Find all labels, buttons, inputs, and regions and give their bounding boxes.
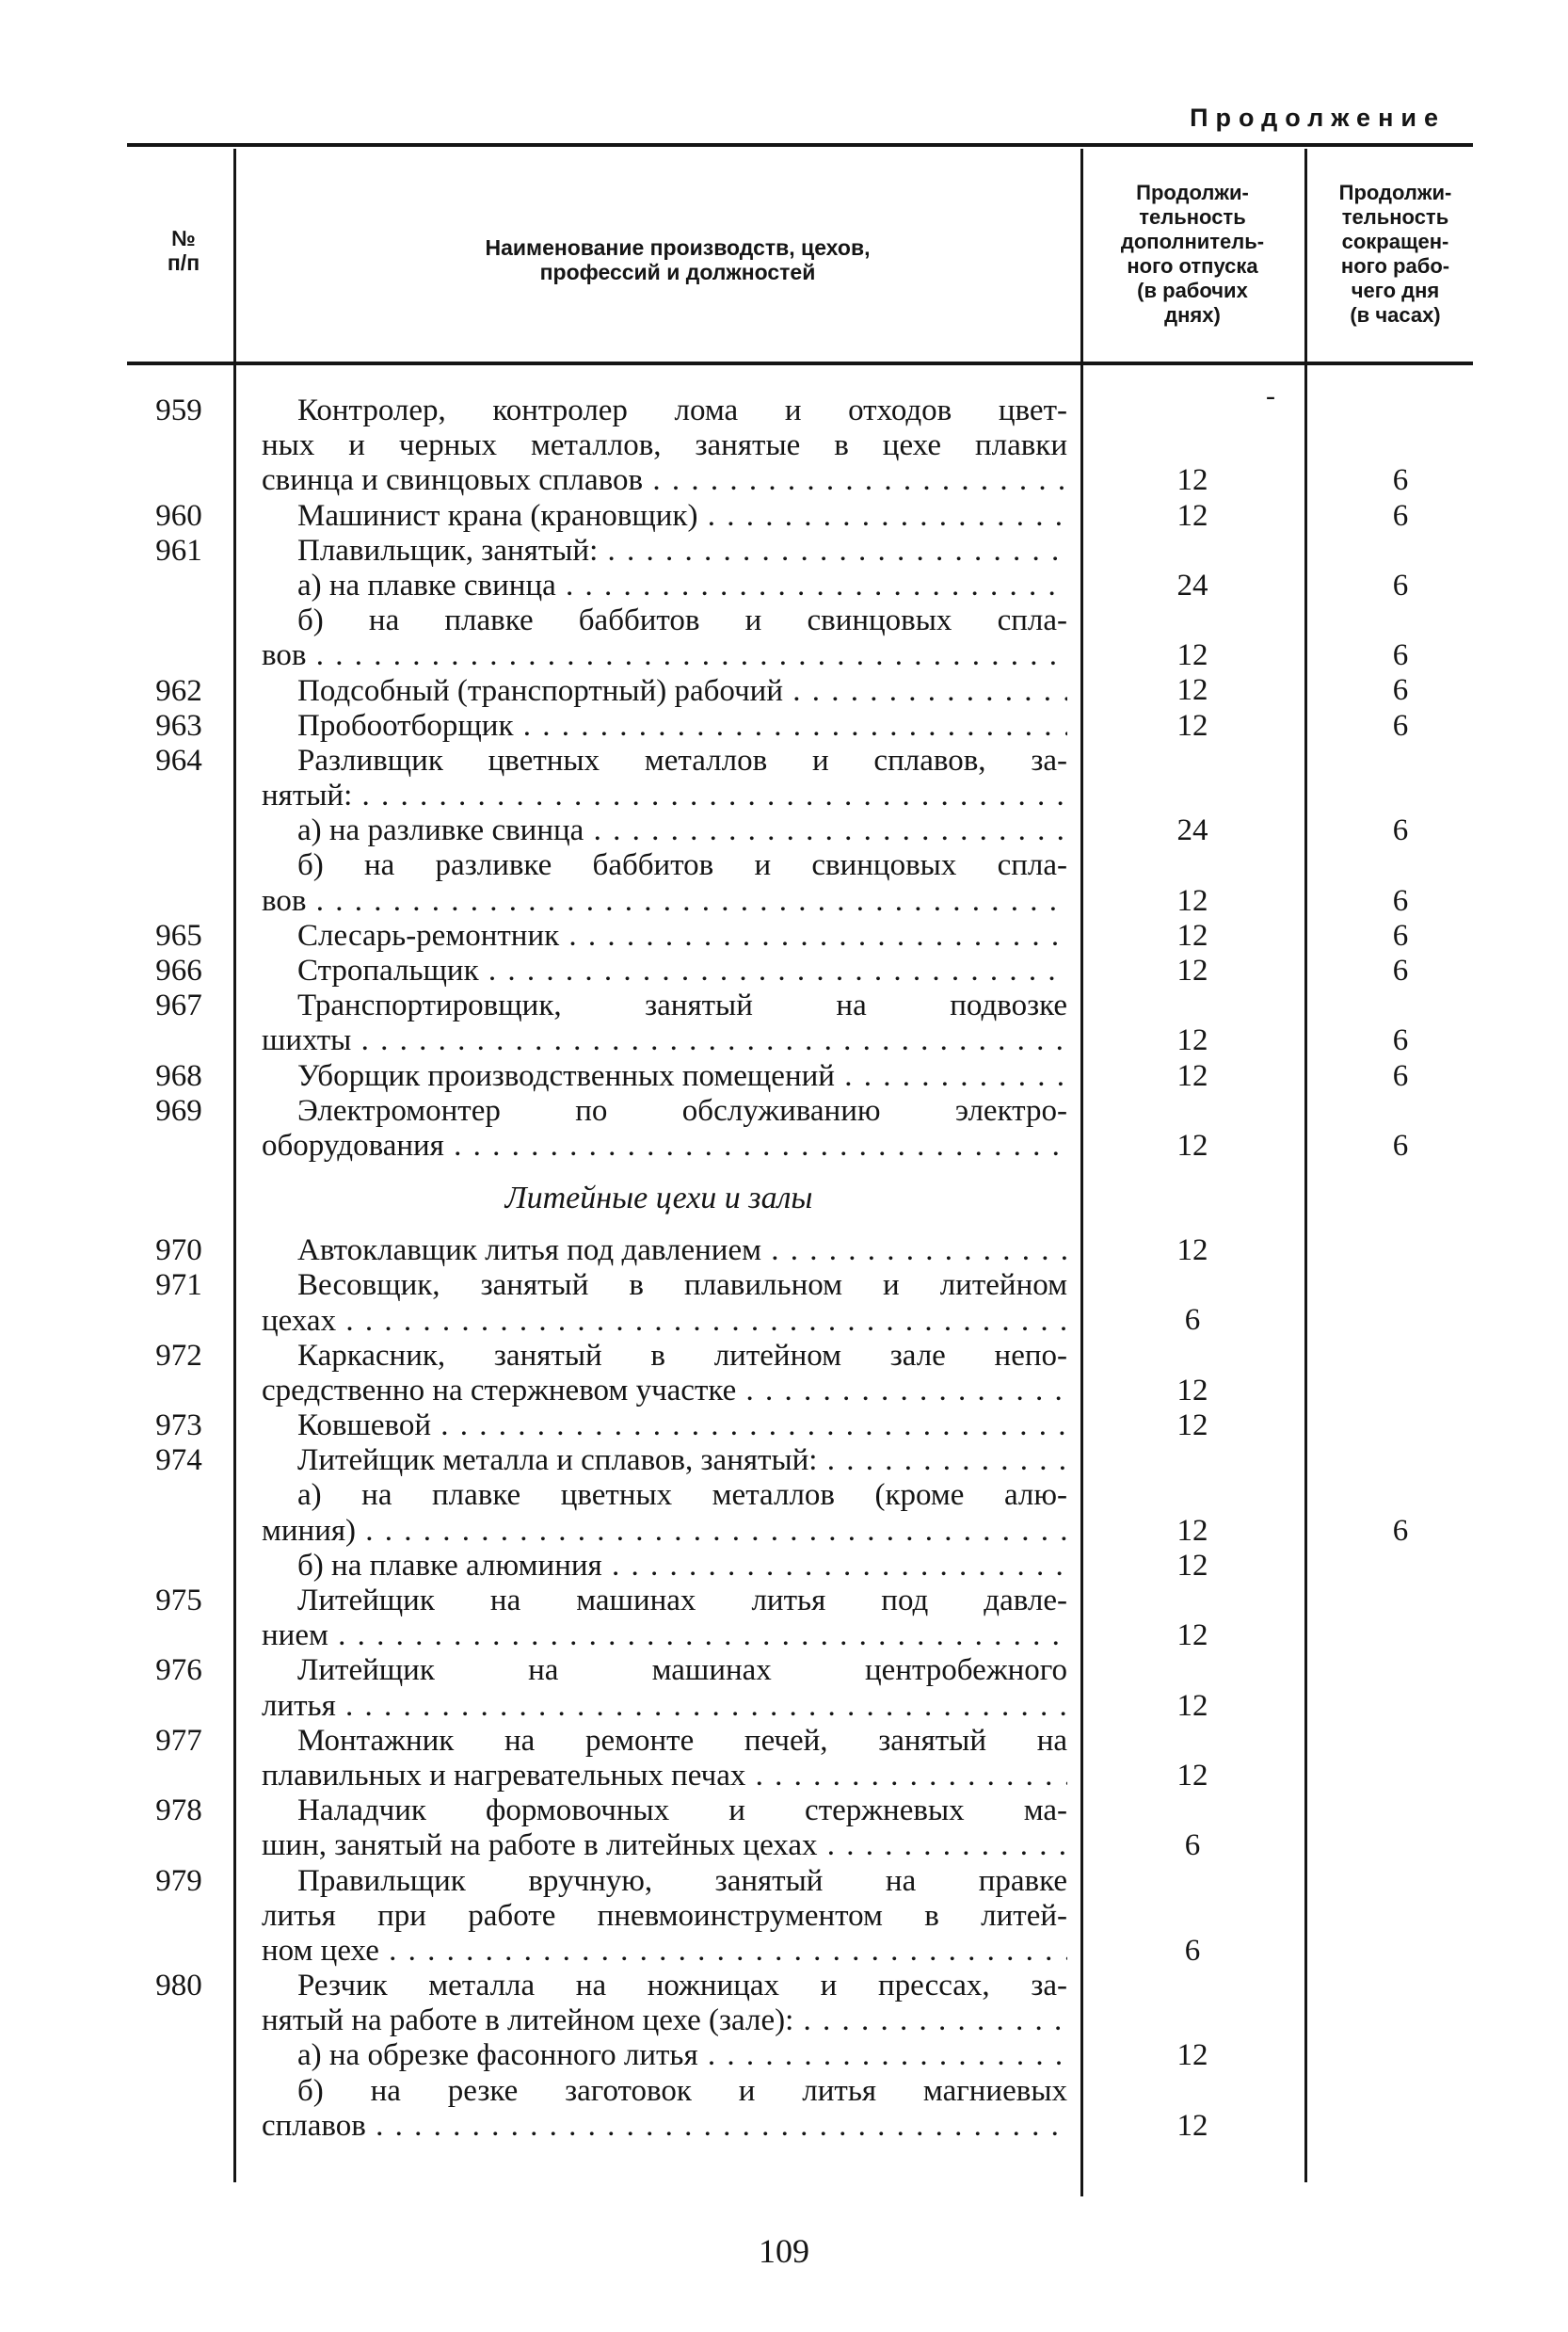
section-heading: Литейные цехи и залы xyxy=(504,1181,813,1216)
row-occupation xyxy=(262,813,1067,848)
occupation-line: нятый на работе в литейном цехе (зале): . . . xyxy=(262,2003,1067,2038)
row-occupation xyxy=(262,1443,1067,1478)
leave-days: 24 xyxy=(1176,568,1208,603)
row-number: 979 xyxy=(155,1863,202,1898)
table-row xyxy=(0,1864,1568,1970)
row-number: 969 xyxy=(155,1093,202,1128)
occupation-line: а) на обрезке фасонного литья . . . xyxy=(262,2038,1067,2073)
workday-hours: 6 xyxy=(1392,918,1409,953)
row-occupation xyxy=(262,954,1067,989)
occupation-line: свинца и свинцовых сплавов . . . xyxy=(262,463,1067,498)
leave-days: 12 xyxy=(1176,883,1208,918)
column-header-num: № п/п xyxy=(167,226,200,275)
occupation-line: Электромонтер по обслуживанию электро- xyxy=(297,1093,1067,1128)
occupation-line: сплавов . . . xyxy=(262,2109,1067,2144)
row-number: 971 xyxy=(155,1268,202,1303)
leave-days: 12 xyxy=(1176,918,1208,953)
leave-days: 12 xyxy=(1176,673,1208,708)
row-occupation xyxy=(262,919,1067,954)
row-number: 977 xyxy=(155,1723,202,1758)
row-number: 965 xyxy=(155,918,202,953)
occupation-line: литья при работе пневмоинструментом в литей- xyxy=(262,1898,1067,1933)
occupation-line: миния) . . . xyxy=(262,1514,1067,1549)
table-row xyxy=(0,1339,1568,1408)
row-occupation xyxy=(262,1549,1067,1584)
leave-days: 12 xyxy=(1176,2038,1208,2073)
row-occupation xyxy=(262,1584,1067,1653)
row-occupation xyxy=(262,1339,1067,1408)
workday-hours: 6 xyxy=(1392,673,1409,708)
row-occupation xyxy=(262,1268,1067,1338)
occupation-line: ном цехе . . . xyxy=(262,1934,1067,1969)
workday-hours: 6 xyxy=(1392,463,1409,498)
occupation-line: нятый: . . . xyxy=(262,779,1067,813)
workday-hours: 6 xyxy=(1392,498,1409,533)
workday-hours: 6 xyxy=(1392,1023,1409,1058)
occupation-line: Наладчик формовочных и стержневых ма- xyxy=(297,1793,1067,1828)
occupation-line: Пробоотборщик . . . xyxy=(262,709,1067,744)
row-occupation xyxy=(262,1724,1067,1793)
row-occupation xyxy=(262,1969,1067,2038)
occupation-line: Стропальщик . . . xyxy=(262,954,1067,989)
row-occupation xyxy=(262,2038,1067,2073)
leave-days: 12 xyxy=(1176,1128,1208,1163)
row-number: 973 xyxy=(155,1408,202,1443)
row-occupation xyxy=(262,1793,1067,1863)
row-number: 974 xyxy=(155,1443,202,1478)
occupation-line: б) на плавке алюминия . . . xyxy=(262,1549,1067,1584)
row-occupation xyxy=(262,499,1067,534)
row-occupation xyxy=(262,674,1067,709)
leave-days: 12 xyxy=(1176,1023,1208,1058)
row-number: 968 xyxy=(155,1058,202,1093)
row-number: 960 xyxy=(155,498,202,533)
leave-days: 12 xyxy=(1176,638,1208,673)
row-occupation xyxy=(262,1094,1067,1164)
occupation-line: Ковшевой . . . xyxy=(262,1408,1067,1443)
leave-days: 12 xyxy=(1176,1688,1208,1723)
row-occupation xyxy=(262,1864,1067,1970)
row-occupation xyxy=(262,603,1067,673)
occupation-line: а) на разливке свинца . . . xyxy=(262,813,1067,848)
occupation-line: а) на плавке свинца . . . xyxy=(262,569,1067,603)
occupation-line: вов . . . xyxy=(262,884,1067,919)
table-row xyxy=(0,1094,1568,1164)
occupation-line: цехах . . . xyxy=(262,1304,1067,1339)
occupation-line: оборудования . . . xyxy=(262,1129,1067,1164)
table-row xyxy=(0,534,1568,569)
row-number: 980 xyxy=(155,1969,202,2003)
table-row xyxy=(0,744,1568,813)
row-occupation xyxy=(262,2074,1067,2144)
row-number: 964 xyxy=(155,743,202,778)
continuation-label: Продолжение xyxy=(1190,104,1446,132)
row-number: 972 xyxy=(155,1338,202,1373)
leave-days: 12 xyxy=(1176,1618,1208,1653)
occupation-line: б) на разливке баббитов и свинцовых спла- xyxy=(297,848,1067,883)
occupation-line: шин, занятый на работе в литейных цехах . . . xyxy=(262,1828,1067,1863)
table-row xyxy=(0,1549,1568,1584)
column-header-leave: Продолжи- тельность дополнитель- ного отпуска (в рабочих днях) xyxy=(1120,181,1265,327)
leave-days: 12 xyxy=(1176,708,1208,743)
row-occupation xyxy=(262,394,1067,499)
occupation-line: Транспортировщик, занятый на подвозке xyxy=(297,989,1067,1023)
leave-days: 6 xyxy=(1184,1303,1201,1338)
table-row xyxy=(0,1653,1568,1723)
occupation-line: Разливщик цветных металлов и сплавов, за- xyxy=(297,743,1067,778)
leave-days: 6 xyxy=(1184,1933,1201,1968)
page-number: 109 xyxy=(759,2232,809,2270)
row-occupation xyxy=(262,1059,1067,1094)
leave-dash-mark: - xyxy=(1266,380,1275,411)
occupation-line: Литейщик на машинах литья под давле- xyxy=(297,1584,1067,1617)
table-row xyxy=(0,1059,1568,1094)
table-row xyxy=(0,813,1568,848)
row-number: 970 xyxy=(155,1233,202,1268)
table-row xyxy=(0,1268,1568,1338)
occupation-line: Слесарь-ремонтник . . . xyxy=(262,919,1067,954)
table-row xyxy=(0,1478,1568,1548)
leave-days: 12 xyxy=(1176,1513,1208,1548)
table-row xyxy=(0,1233,1568,1268)
occupation-line: Автоклавщик литья под давлением . . . xyxy=(262,1233,1067,1268)
row-number: 966 xyxy=(155,954,202,988)
row-number: 959 xyxy=(155,394,202,427)
leave-days: 12 xyxy=(1176,1058,1208,1093)
workday-hours: 6 xyxy=(1392,1513,1409,1548)
leave-days: 12 xyxy=(1176,1408,1208,1443)
column-header-name: Наименование производств, цехов, профессий и должностей xyxy=(485,235,871,284)
table-row xyxy=(0,954,1568,989)
workday-hours: 6 xyxy=(1392,883,1409,918)
leave-days: 24 xyxy=(1176,813,1208,848)
occupation-line: Плавильщик, занятый: . . . xyxy=(262,534,1067,569)
table-row xyxy=(0,674,1568,709)
table-row xyxy=(0,1408,1568,1443)
table-row xyxy=(0,569,1568,603)
occupation-line: плавильных и нагревательных печах . . . xyxy=(262,1759,1067,1793)
table-row xyxy=(0,848,1568,918)
table-row xyxy=(0,1443,1568,1478)
row-occupation xyxy=(262,569,1067,603)
occupation-line: Монтажник на ремонте печей, занятый на xyxy=(297,1723,1067,1758)
occupation-line: б) на плавке баббитов и свинцовых спла- xyxy=(297,603,1067,638)
table-row xyxy=(0,709,1568,744)
workday-hours: 6 xyxy=(1392,1128,1409,1163)
occupation-line: Машинист крана (крановщик) . . . xyxy=(262,499,1067,534)
table-row xyxy=(0,1584,1568,1653)
leave-days: 12 xyxy=(1176,2108,1208,2143)
table-row xyxy=(0,380,1568,499)
workday-hours: 6 xyxy=(1392,813,1409,848)
leave-days: 12 xyxy=(1176,463,1208,498)
leave-days: 12 xyxy=(1176,498,1208,533)
row-number: 962 xyxy=(155,673,202,708)
occupation-line: ных и черных металлов, занятые в цехе плавки xyxy=(262,428,1067,463)
occupation-line: Каркасник, занятый в литейном зале непо- xyxy=(297,1338,1067,1373)
table-row xyxy=(0,989,1568,1058)
row-number: 967 xyxy=(155,989,202,1023)
workday-hours: 6 xyxy=(1392,953,1409,988)
occupation-line: Уборщик производственных помещений . . . xyxy=(262,1059,1067,1094)
row-occupation xyxy=(262,744,1067,813)
occupation-line: Правильщик вручную, занятый на правке xyxy=(297,1863,1067,1898)
leave-days: 6 xyxy=(1184,1828,1201,1863)
workday-hours: 6 xyxy=(1392,1058,1409,1093)
table-row xyxy=(0,1969,1568,2038)
occupation-line: Литейщик на машинах центробежного xyxy=(297,1653,1067,1688)
column-header-hours: Продолжи- тельность сокращен- ного рабо- чего дня (в часах) xyxy=(1338,181,1452,327)
row-occupation xyxy=(262,1233,1067,1268)
row-number: 963 xyxy=(155,708,202,743)
leave-days: 12 xyxy=(1176,953,1208,988)
occupation-line: Контролер, контролер лома и отходов цвет- xyxy=(297,394,1067,427)
table-row xyxy=(0,2038,1568,2073)
leave-days: 12 xyxy=(1176,1758,1208,1793)
row-occupation xyxy=(262,989,1067,1058)
row-occupation xyxy=(262,709,1067,744)
occupation-line: шихты . . . xyxy=(262,1023,1067,1058)
leave-days: 12 xyxy=(1176,1548,1208,1583)
occupation-line: литья . . . xyxy=(262,1689,1067,1724)
occupation-line: нием . . . xyxy=(262,1618,1067,1653)
table-row xyxy=(0,2074,1568,2144)
header-bottom-rule xyxy=(127,362,1473,365)
occupation-line: Подсобный (транспортный) рабочий . . . xyxy=(262,674,1067,709)
occupation-line: Весовщик, занятый в плавильном и литейном xyxy=(297,1268,1067,1303)
occupation-line: вов . . . xyxy=(262,638,1067,673)
occupation-line: а) на плавке цветных металлов (кроме алю- xyxy=(297,1478,1067,1513)
table-row xyxy=(0,919,1568,954)
occupation-line: Литейщик металла и сплавов, занятый: . . . xyxy=(262,1443,1067,1478)
row-occupation xyxy=(262,1478,1067,1548)
leave-days: 12 xyxy=(1176,1233,1208,1268)
workday-hours: 6 xyxy=(1392,638,1409,673)
occupation-line: б) на резке заготовок и литья магниевых xyxy=(297,2073,1067,2108)
occupation-line: Резчик металла на ножницах и прессах, за- xyxy=(297,1969,1067,2003)
leave-days: 12 xyxy=(1176,1373,1208,1407)
occupation-line: средственно на стержневом участке . . . xyxy=(262,1374,1067,1408)
row-number: 975 xyxy=(155,1584,202,1617)
row-occupation xyxy=(262,1408,1067,1443)
table-top-rule xyxy=(127,143,1473,147)
row-number: 978 xyxy=(155,1793,202,1828)
table-row xyxy=(0,603,1568,673)
row-occupation xyxy=(262,1653,1067,1723)
workday-hours: 6 xyxy=(1392,568,1409,603)
row-number: 976 xyxy=(155,1653,202,1688)
row-occupation xyxy=(262,534,1067,569)
table-row xyxy=(0,499,1568,534)
workday-hours: 6 xyxy=(1392,708,1409,743)
row-number: 961 xyxy=(155,533,202,568)
table-body xyxy=(0,380,1568,2144)
table-row xyxy=(0,1724,1568,1793)
table-row xyxy=(0,1793,1568,1863)
row-occupation xyxy=(262,848,1067,918)
